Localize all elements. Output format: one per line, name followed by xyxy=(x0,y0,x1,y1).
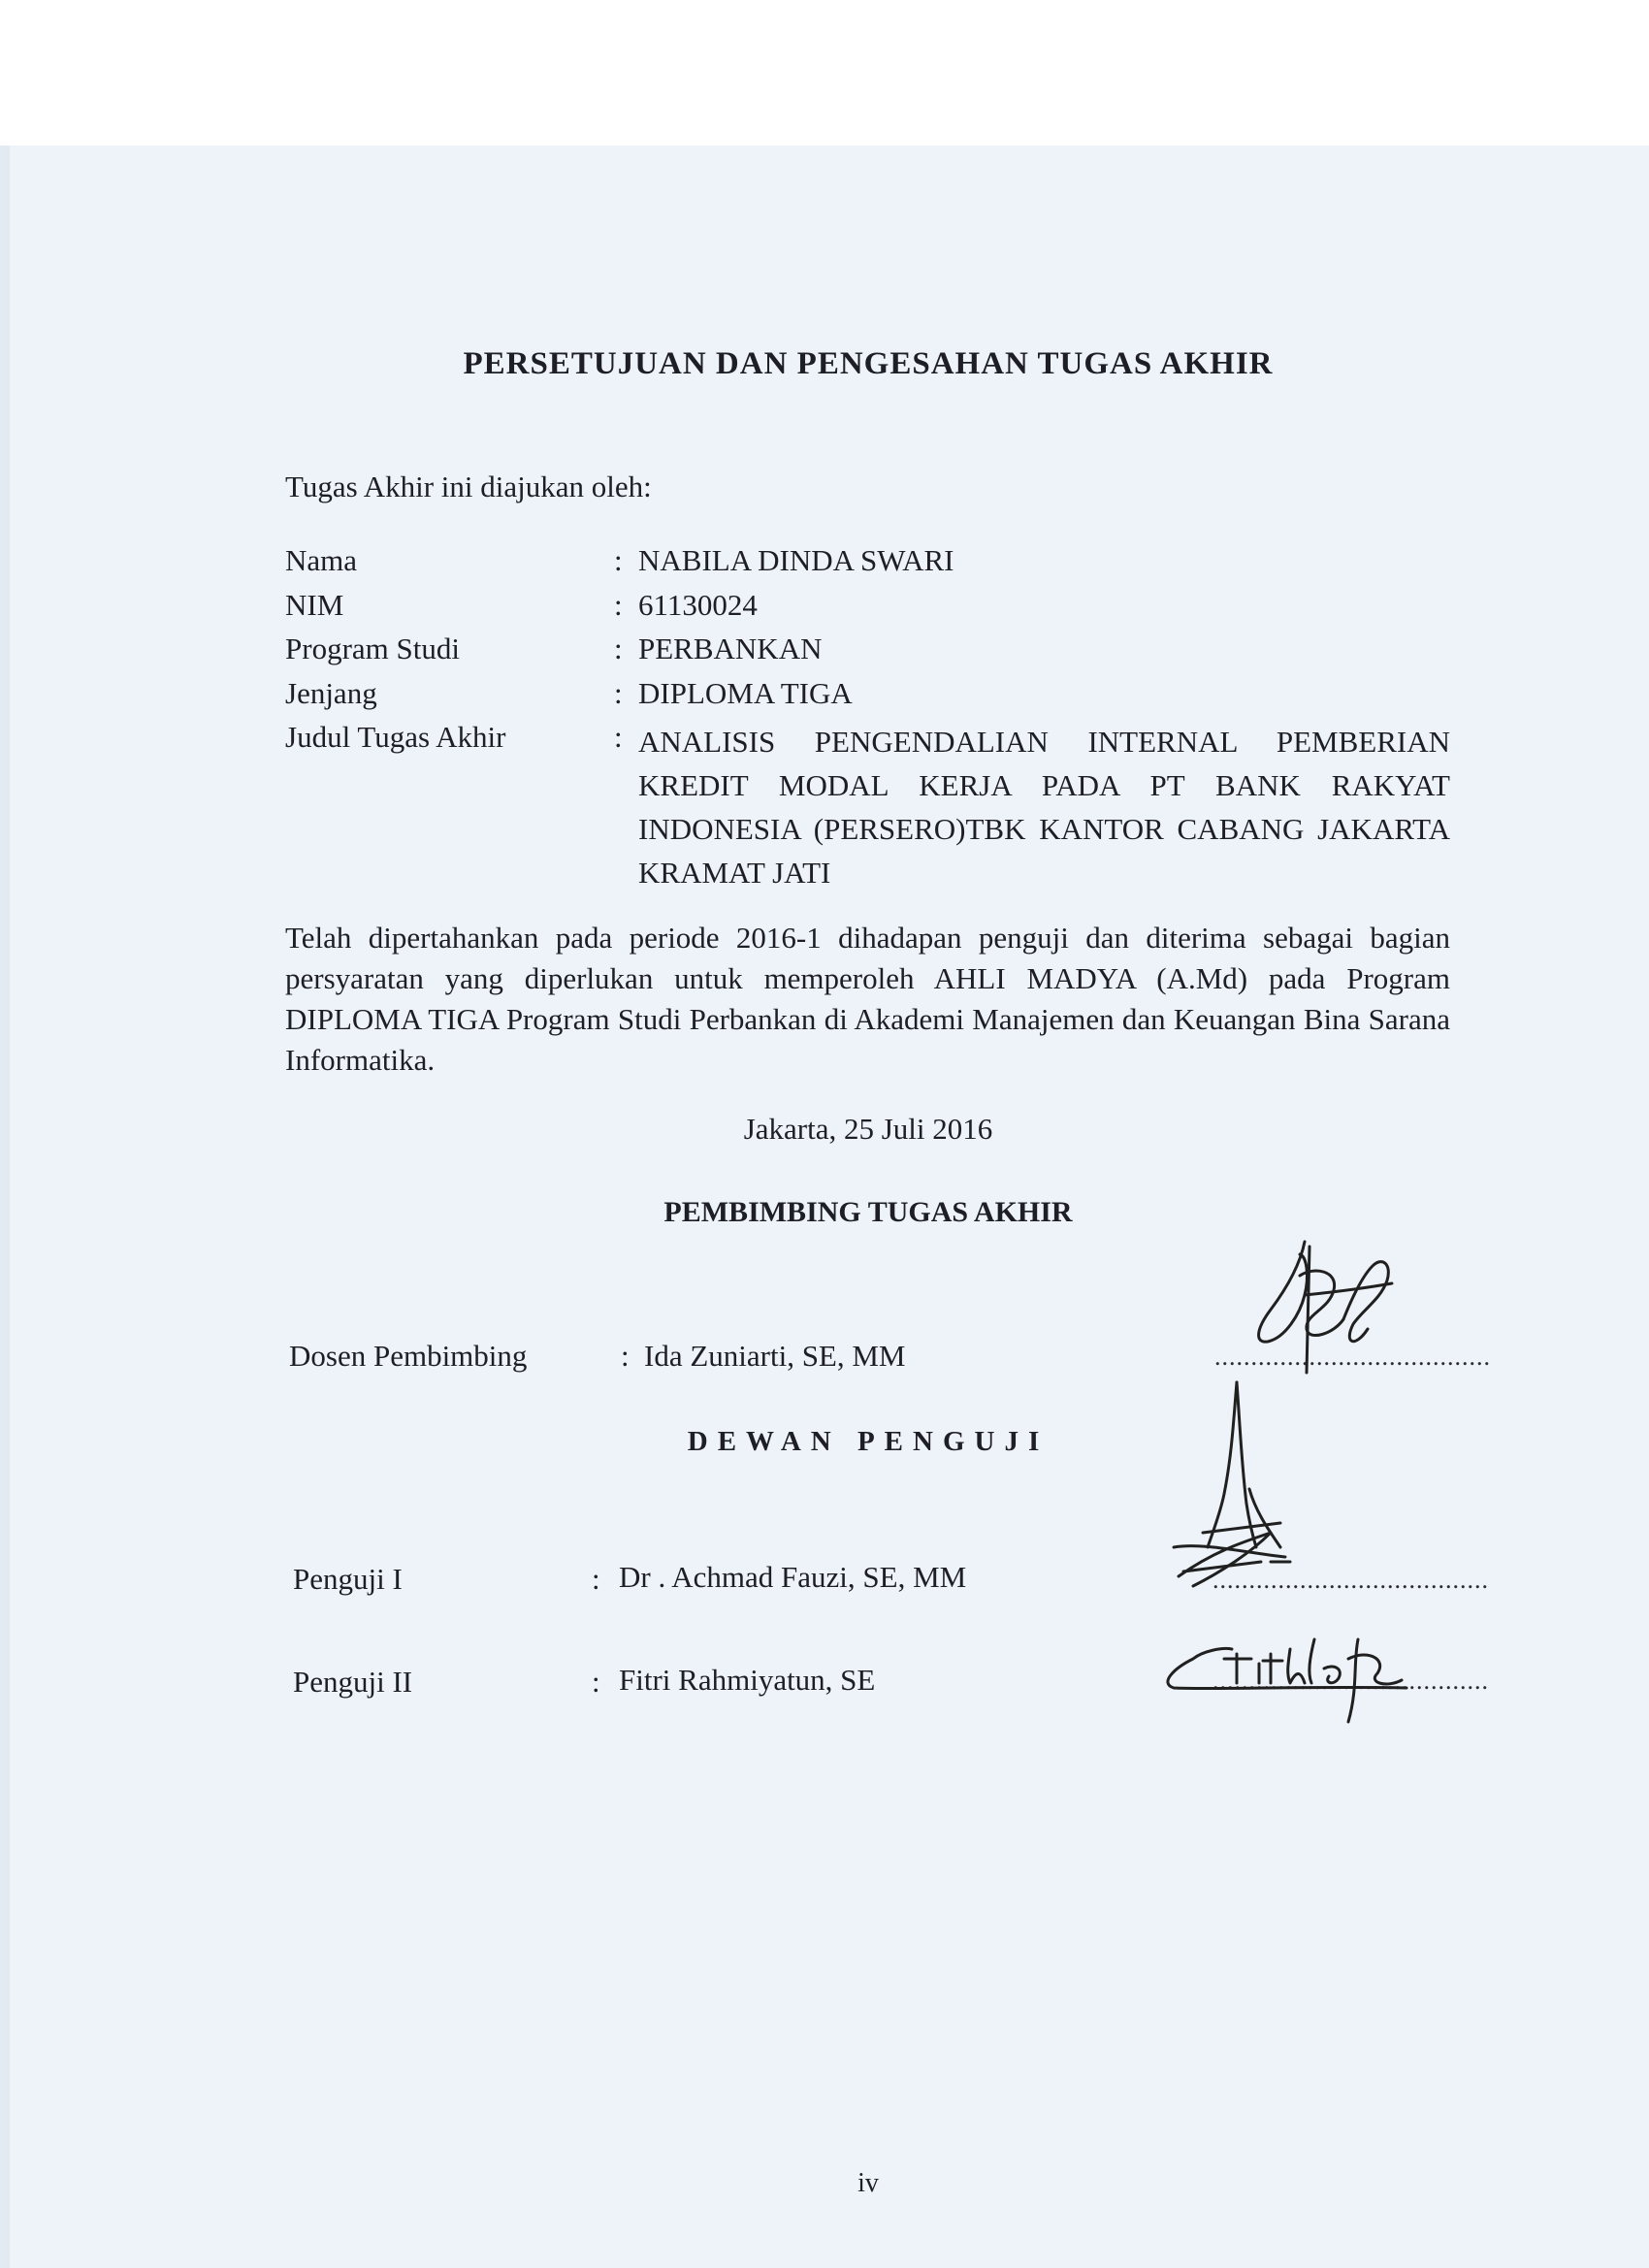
signature-line: ...................................... xyxy=(1212,1566,1489,1594)
signature-penguji-2 xyxy=(1154,1630,1426,1727)
field-value-jenjang: DIPLOMA TIGA xyxy=(638,676,853,710)
intro-text: Tugas Akhir ini diajukan oleh: xyxy=(285,470,652,503)
penguji-1-name: Dr . Achmad Fauzi, SE, MM xyxy=(619,1560,967,1594)
field-colon: : xyxy=(614,632,623,665)
pembimbing-colon: : xyxy=(621,1339,630,1373)
field-value-program-studi: PERBANKAN xyxy=(638,632,823,665)
signature-line: ...................................... xyxy=(1214,1343,1491,1371)
penguji-2-name: Fitri Rahmiyatun, SE xyxy=(619,1663,876,1697)
signature-line: ...................................... xyxy=(1212,1667,1489,1695)
field-label-program-studi: Program Studi xyxy=(285,632,460,665)
signature-penguji-1 xyxy=(1164,1377,1300,1610)
field-value-nama: NABILA DINDA SWARI xyxy=(638,543,954,577)
place-date: Jakarta, 25 Juli 2016 xyxy=(743,1112,993,1146)
field-label-jenjang: Jenjang xyxy=(285,676,377,710)
penguji-1-colon: : xyxy=(592,1562,600,1596)
penguji-2-label: Penguji II xyxy=(293,1665,413,1699)
field-colon: : xyxy=(614,720,623,754)
field-value-nim: 61130024 xyxy=(638,588,758,622)
field-label-nim: NIM xyxy=(285,588,344,622)
signature-pembimbing xyxy=(1246,1237,1411,1382)
document-title: PERSETUJUAN DAN PENGESAHAN TUGAS AKHIR xyxy=(463,346,1274,381)
penguji-1-label: Penguji I xyxy=(293,1562,403,1596)
field-colon: : xyxy=(614,543,623,577)
pembimbing-heading: PEMBIMBING TUGAS AKHIR xyxy=(663,1196,1073,1228)
dewan-penguji-heading: DEWAN PENGUJI xyxy=(687,1426,1050,1457)
pembimbing-label: Dosen Pembimbing xyxy=(289,1339,528,1373)
page-number: iv xyxy=(857,2168,879,2198)
field-value-judul: ANALISIS PENGENDALIAN INTERNAL PEMBERIAN KREDIT MODAL KERJA PADA PT BANK RAKYAT INDONESIA (PERSERO)TBK KANTOR CABANG JAKARTA KRAMAT JATI xyxy=(638,725,1450,890)
field-label-nama: Nama xyxy=(285,543,358,577)
field-label-judul: Judul Tugas Akhir xyxy=(285,720,506,754)
pembimbing-name: Ida Zuniarti, SE, MM xyxy=(644,1339,906,1373)
field-colon: : xyxy=(614,676,623,710)
field-colon: : xyxy=(614,588,623,622)
penguji-2-colon: : xyxy=(592,1665,600,1699)
body-paragraph: Telah dipertahankan pada periode 2016-1 dihadapan penguji dan diterima sebagai bagian persyaratan yang diperlukan untuk memperoleh AHLI MADYA (A.Md) pada Program DIPLOMA TIGA Program Studi Perbankan di Akademi Manajemen dan Keuangan Bina Sarana Informatika. xyxy=(285,921,1450,1077)
